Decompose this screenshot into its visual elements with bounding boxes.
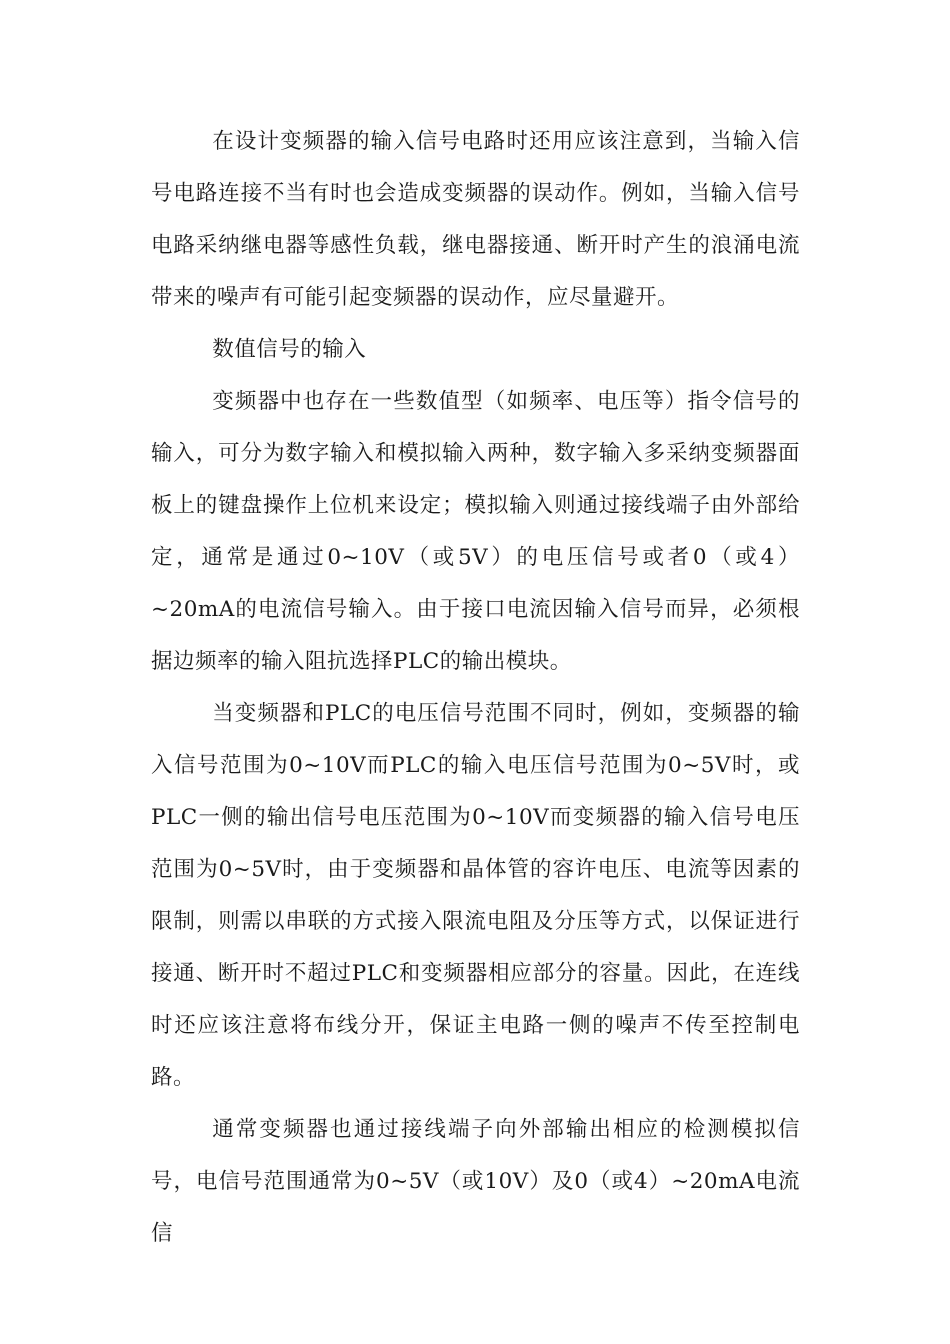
paragraph-analog-output: 通常变频器也通过接线端子向外部输出相应的检测模拟信号，电信号范围通常为0~5V（或10V）及0（或4）~20mA电流信: [151, 1117, 800, 1246]
document-body: [151, 116, 800, 1260]
paragraph-input-signal-circuit: 在设计变频器的输入信号电路时还用应该注意到，当输入信号电路连接不当有时也会造成变频器的误动作。例如，当输入信号电路采纳继电器等感性负载，继电器接通、断开时产生的浪涌电流带来的噪声有可能引起变频器的误动作，应尽量避开。: [151, 129, 800, 310]
section-heading-numeric-input: 数值信号的输入: [212, 337, 367, 362]
paragraph-numeric-signal-input: 变频器中也存在一些数值型（如频率、电压等）指令信号的输入，可分为数字输入和模拟输入两种，数字输入多采纳变频器面板上的键盘操作上位机来设定；模拟输入则通过接线端子由外部给定，通常是通过0~10V（或5V）的电压信号或者0（或4）~20mA的电流信号输入。由于接口电流因输入信号而异，必须根据边频率的输入阻抗选择PLC的输出模块。: [151, 389, 800, 674]
paragraph-voltage-range-mismatch: 当变频器和PLC的电压信号范围不同时，例如，变频器的输入信号范围为0~10V而PLC的输入电压信号范围为0~5V时，或PLC一侧的输出信号电压范围为0~10V而变频器的输入信号电压范围为0~5V时，由于变频器和晶体管的容许电压、电流等因素的限制，则需以串联的方式接入限流电阻及分压等方式，以保证进行接通、断开时不超过PLC和变频器相应部分的容量。因此，在连线时还应该注意将布线分开，保证主电路一侧的噪声不传至控制电路。: [151, 701, 800, 1090]
